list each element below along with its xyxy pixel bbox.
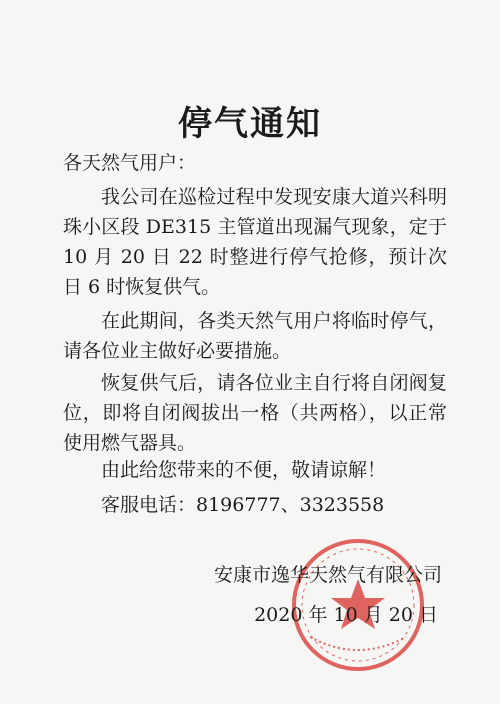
notice-date: 2020 年 10 月 20 日 [254, 604, 438, 626]
paragraph-outage: 我公司在巡检过程中发现安康大道兴科明珠小区段 DE315 主管道出现漏气现象，定于 10 月 20 日 22 时整进行停气抢修，预计次日 6 时恢复供气。 [63, 186, 447, 298]
paragraph-measures: 在此期间，各类天然气用户将临时停气，请各位业主做好必要措施。 [63, 310, 447, 362]
paragraph-hotline: 客服电话：8196777、3323558 [101, 494, 385, 516]
notice-title: 停气通知 [178, 104, 322, 144]
notice-greeting: 各天然气用户： [63, 152, 197, 174]
company-name: 安康市逸华天然气有限公司 [213, 564, 442, 586]
paragraph-apology: 由此给您带来的不便，敬请谅解！ [101, 459, 387, 481]
paragraph-reset-valve: 恢复供气后，请各位业主自行将自闭阀复位，即将自闭阀拔出一格（共两格），以正常使用燃气器具。 [63, 372, 447, 454]
